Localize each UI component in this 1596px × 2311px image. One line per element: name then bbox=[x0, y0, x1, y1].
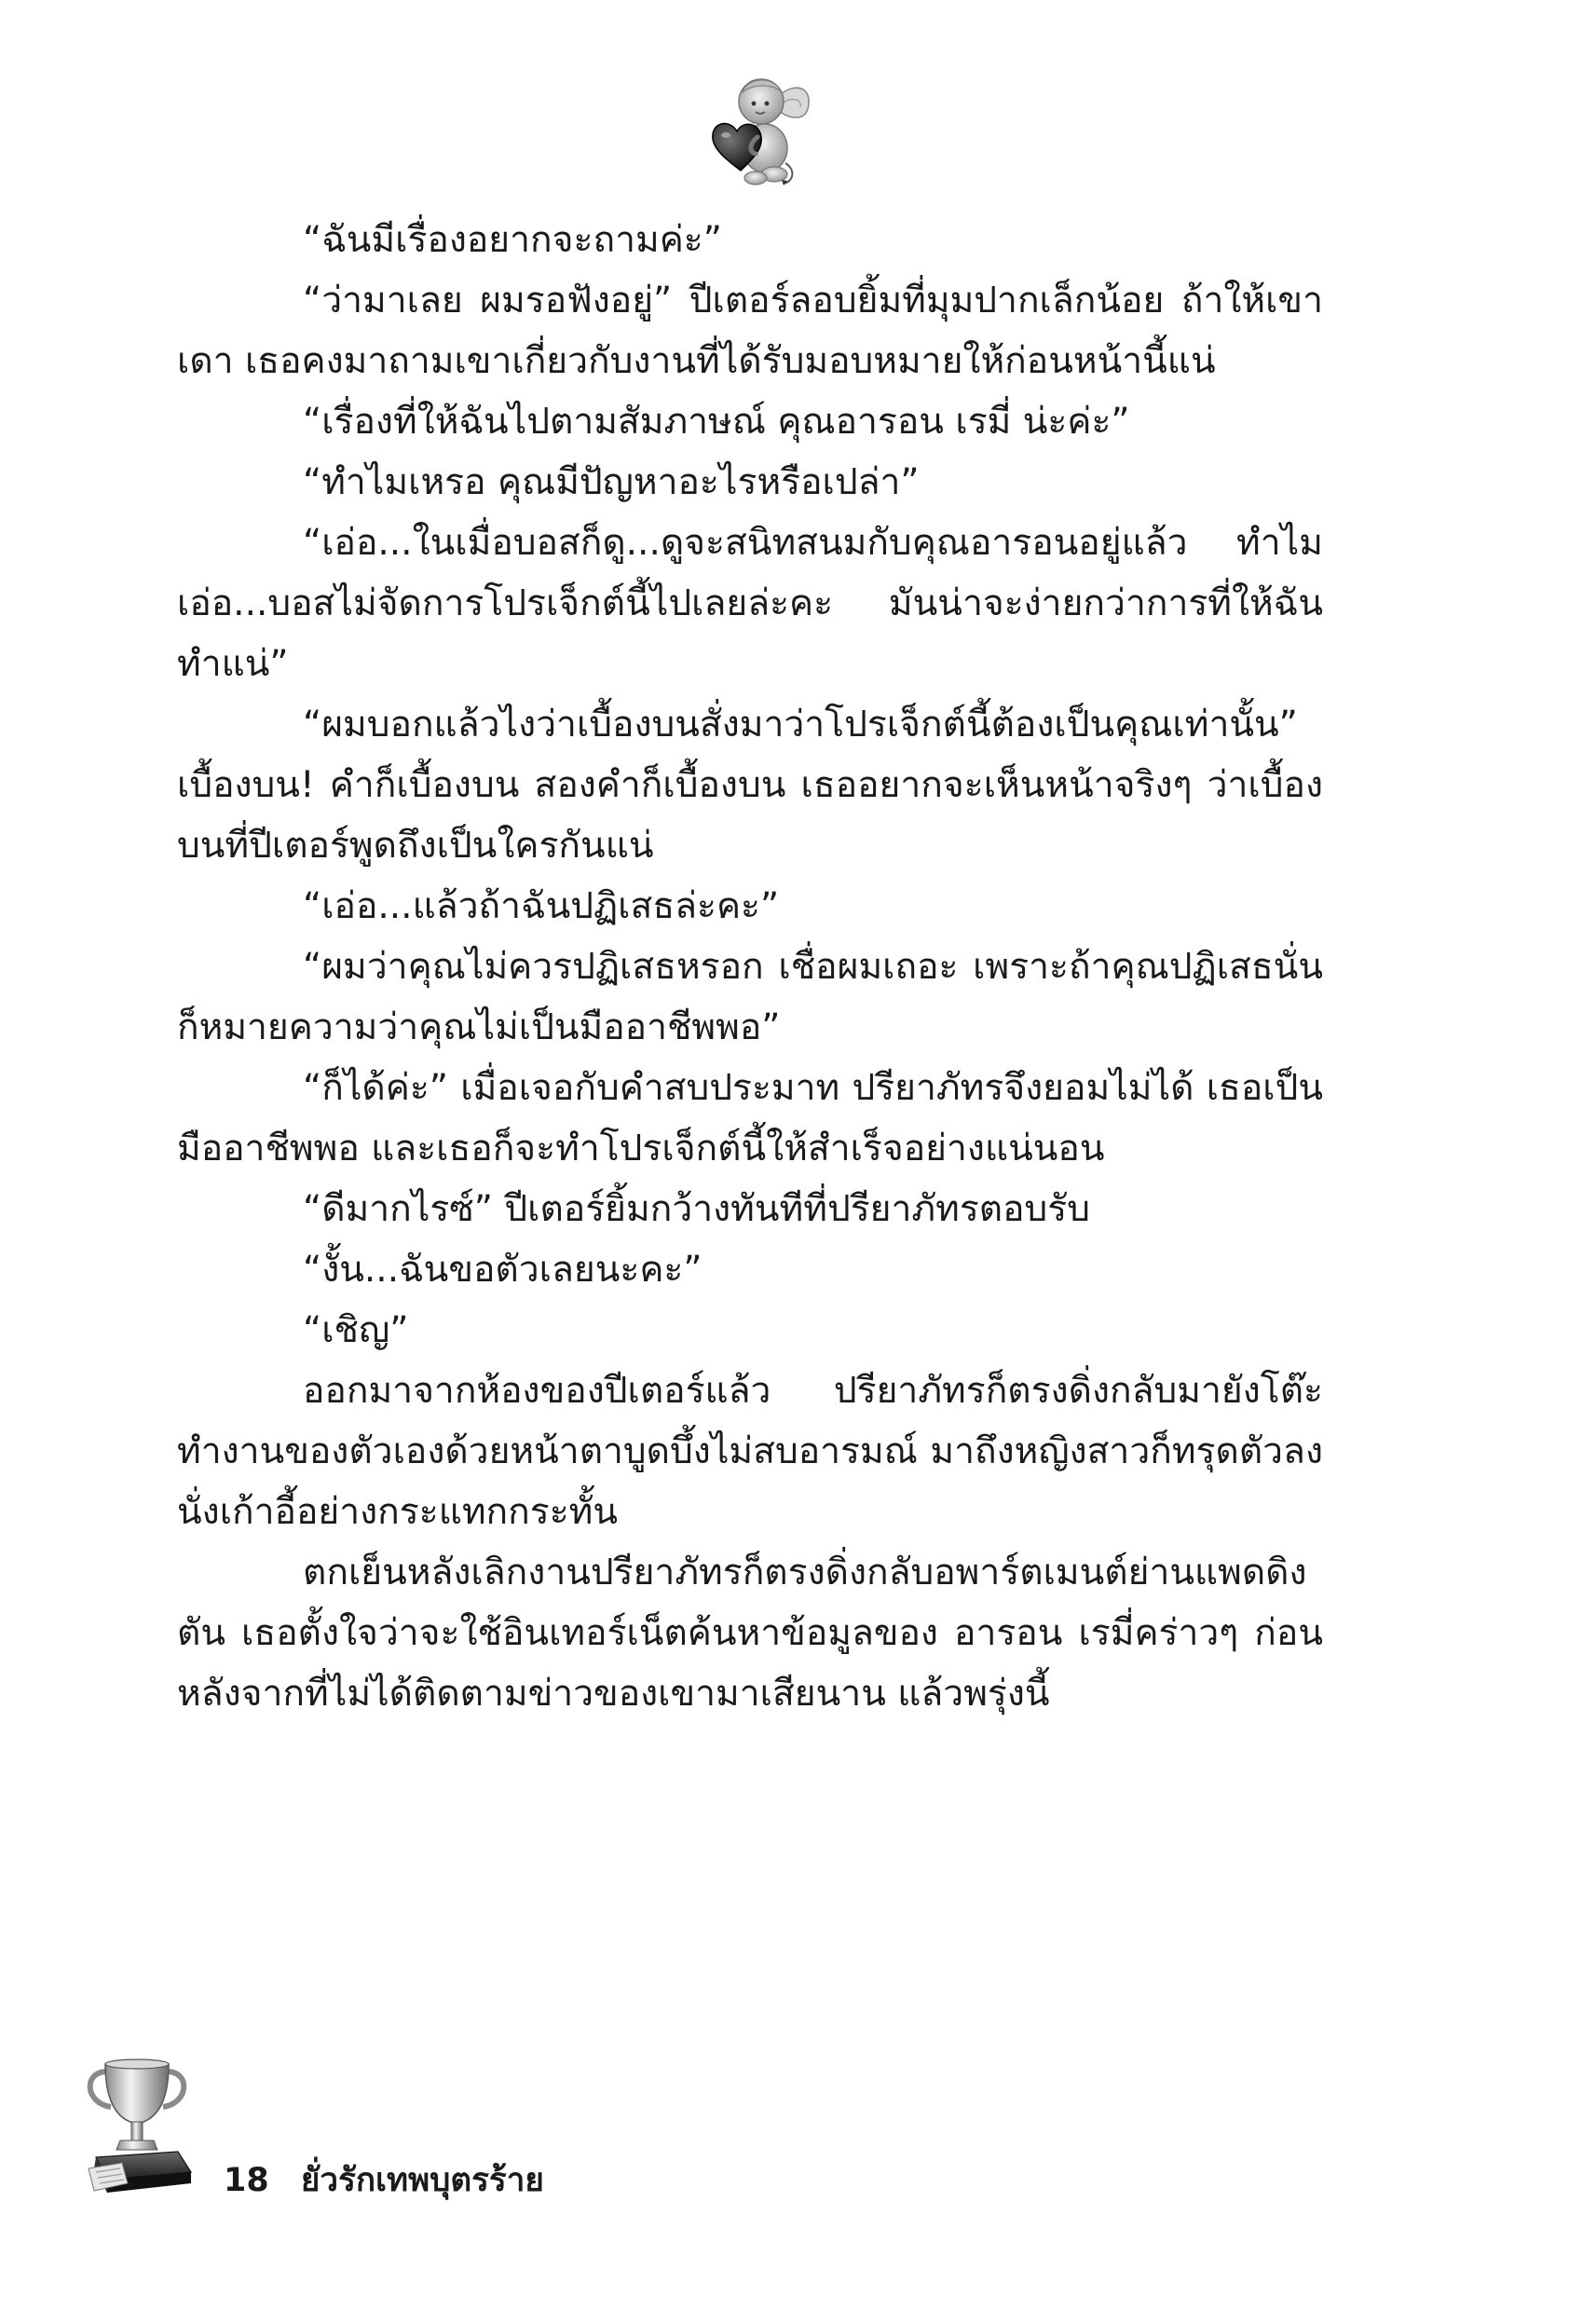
paragraph: “งั้น...ฉันขอตัวเลยนะคะ” bbox=[303, 1249, 703, 1291]
paragraph: “ผมว่าคุณไม่ควรปฏิเสธหรอก เชื่อผมเถอะ เพราะถ้าคุณปฏิเสธนั่นก็หมายความว่าคุณไม่เป็นมืออาชีพพอ” bbox=[177, 946, 1323, 1048]
paragraph: “ก็ได้ค่ะ” เมื่อเจอกับคำสบประมาท ปรียาภัทรจึงยอมไม่ได้ เธอเป็นมืออาชีพพอ และเธอก็จะทำโปรเจ็กต์นี้ให้สำเร็จอย่างแน่นอน bbox=[177, 1067, 1323, 1169]
paragraph: “เรื่องที่ให้ฉันไปตามสัมภาษณ์ คุณอารอน เรมี่ น่ะค่ะ” bbox=[303, 401, 1130, 443]
chapter-body bbox=[177, 210, 1323, 1724]
paragraph: “ฉันมีเรื่องอยากจะถามค่ะ” bbox=[303, 219, 722, 261]
cupid-heart-icon bbox=[703, 70, 815, 191]
page-footer bbox=[224, 2160, 544, 2201]
paragraph: “เอ่อ...ในเมื่อบอสก็ดู...ดูจะสนิทสนมกับคุณอารอนอยู่แล้ว ทำไมเอ่อ...บอสไม่จัดการโปรเจ็กต์นี้ไปเลยล่ะคะ มันน่าจะง่ายกว่าการที่ให้ฉันทำแน่” bbox=[177, 522, 1323, 685]
paragraph: “ผมบอกแล้วไงว่าเบื้องบนสั่งมาว่าโปรเจ็กต์นี้ต้องเป็นคุณเท่านั้น” เบื้องบน! คำก็เบื้องบน สองคำก็เบื้องบน เธออยากจะเห็นหน้าจริงๆ ว่าเบื้องบนที่ปีเตอร์พูดถึงเป็นใครกันแน่ bbox=[177, 704, 1323, 867]
book-title: ยั่วรักเทพบุตรร้าย bbox=[300, 2162, 544, 2199]
paragraph: ออกมาจากห้องของปีเตอร์แล้ว ปรียาภัทรก็ตรงดิ่งกลับมายังโต๊ะทำงานของตัวเองด้วยหน้าตาบูดบึ้งไม่สบอารมณ์ มาถึงหญิงสาวก็ทรุดตัวลงนั่งเก้าอี้อย่างกระแทกกระทั้น bbox=[177, 1370, 1323, 1533]
paragraph: “ทำไมเหรอ คุณมีปัญหาอะไรหรือเปล่า” bbox=[303, 461, 920, 503]
paragraph: ตกเย็นหลังเลิกงานปรียาภัทรก็ตรงดิ่งกลับอพาร์ตเมนต์ย่านแพดดิงตัน เธอตั้งใจว่าจะใช้อินเทอร์เน็ตค้นหาข้อมูลของ อารอน เรมี่คร่าวๆ ก่อน หลังจากที่ไม่ได้ติดตามข่าวของเขามาเสียนาน แล้วพรุ่งนี้ bbox=[177, 1552, 1323, 1715]
paragraph: “เอ่อ...แล้วถ้าฉันปฏิเสธล่ะคะ” bbox=[303, 885, 780, 927]
paragraph: “ว่ามาเลย ผมรอฟังอยู่” ปีเตอร์ลอบยิ้มที่มุมปากเล็กน้อย ถ้าให้เขาเดา เธอคงมาถามเขาเกี่ยวกับงานที่ได้รับมอบหมายให้ก่อนหน้านี้แน่ bbox=[177, 280, 1323, 382]
trophy-icon bbox=[79, 2055, 200, 2204]
paragraph: “เชิญ” bbox=[303, 1309, 409, 1351]
paragraph: “ดีมากไรซ์” ปีเตอร์ยิ้มกว้างทันทีที่ปรียาภัทรตอบรับ bbox=[303, 1188, 1090, 1230]
page-number: 18 bbox=[224, 2162, 269, 2199]
